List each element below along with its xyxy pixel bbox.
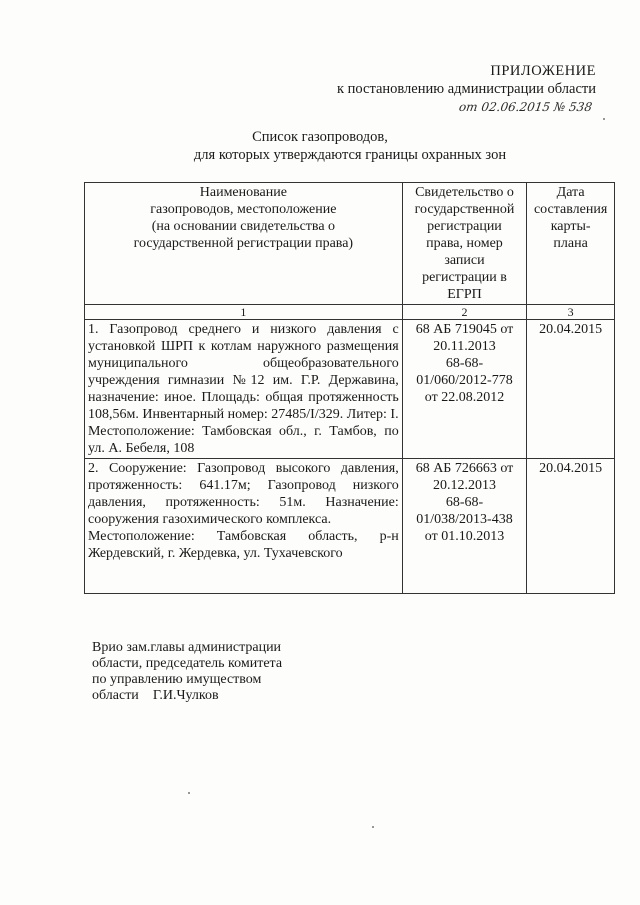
appendix-header [337, 62, 596, 116]
row-description: 1. Газопровод среднего и низкого давления с установкой ШРП к котлам наружного размещения муниципального общеобразовательного учреждения гимназии №12 им. Г.Р. Державина, назначение: иное. Площадь: общая протяженность 108,56м. Инвентарный номер: 27485/I/329. Литер: I. [88, 322, 399, 422]
column-number: 2 [402, 305, 526, 320]
header-text: составления [533, 202, 608, 217]
header-text: карты- [550, 219, 591, 234]
header-name-location [85, 183, 403, 305]
row-date: 20.04.2015 [527, 320, 615, 459]
column-number: 3 [527, 305, 615, 320]
heading-line-2: для которых утверждаются границы охранных зон [193, 147, 507, 163]
signature-line: области [92, 688, 139, 703]
header-certificate [402, 183, 526, 305]
header-text: (на основании свидетельства о [151, 219, 336, 234]
pipelines-table [84, 182, 615, 594]
row-certificate-cell [402, 320, 526, 459]
column-number-row [85, 305, 615, 320]
signature-line: области, председатель комитета [92, 656, 283, 671]
header-text: регистрации [427, 219, 502, 234]
row-description: 2. Сооружение: Газопровод высокого давления, протяженность: 641.17м; Газопровод низкого давления, протяженность: 51м. Назначение: сооружения газохимического комплекса. [88, 461, 399, 527]
column-number: 1 [85, 305, 403, 320]
row-date: 20.04.2015 [527, 459, 615, 594]
header-text: государственной регистрации права) [133, 236, 354, 251]
header-date [527, 183, 615, 305]
header-text: газопроводов, местоположение [150, 202, 337, 217]
certificate-line: 20.12.2013 [432, 478, 496, 493]
certificate-line: 68 АБ 719045 от [415, 322, 514, 337]
certificate-line: от 22.08.2012 [424, 390, 505, 405]
certificate-line: 20.11.2013 [433, 339, 496, 354]
row-description-cell [85, 320, 403, 459]
header-text: Дата [556, 185, 585, 200]
appendix-subtitle: к постановлению администрации области [336, 81, 596, 97]
row-certificate-cell [402, 459, 526, 594]
document-heading [0, 128, 640, 164]
signature-line: по управлению имуществом [92, 672, 262, 687]
signature-last-line [92, 688, 282, 704]
header-text: ЕГРП [447, 287, 482, 302]
heading-line-1: Список газопроводов, [252, 129, 388, 145]
header-text: государственной [414, 202, 515, 217]
signature-line: Врио зам.главы администрации [92, 640, 282, 655]
scan-speck [372, 826, 374, 828]
table-header-row [85, 183, 615, 305]
header-text: плана [553, 236, 588, 251]
header-text: права, номер [426, 236, 503, 251]
certificate-line: 68-68- [445, 356, 484, 371]
handwritten-reference: от 02.06.2015 № 538 [458, 100, 593, 114]
signature-block [92, 640, 282, 704]
scan-speck [603, 118, 605, 120]
header-text: регистрации в [422, 270, 507, 285]
certificate-line: 68-68- [445, 495, 484, 510]
header-text: записи [444, 253, 485, 268]
scan-speck [188, 792, 190, 794]
certificate-line: 68 АБ 726663 от [415, 461, 514, 476]
certificate-line: 01/038/2013-438 [416, 512, 513, 527]
row-location: Местоположение: Тамбовская обл., г. Тамбов, по ул. А. Бебеля, 108 [88, 424, 399, 456]
header-text: Свидетельство о [415, 185, 514, 200]
certificate-line: 01/060/2012-778 [416, 373, 513, 388]
signatory-name: Г.И.Чулков [152, 688, 219, 703]
appendix-title: ПРИЛОЖЕНИЕ [490, 63, 596, 79]
table-row [85, 320, 615, 459]
certificate-line: от 01.10.2013 [424, 529, 505, 544]
table-row [85, 459, 615, 594]
row-description-cell [85, 459, 403, 594]
header-text: Наименование [199, 185, 287, 200]
row-location: Местоположение: Тамбовская область, р-н Жердевский, г. Жердевка, ул. Тухачевского [88, 529, 399, 561]
